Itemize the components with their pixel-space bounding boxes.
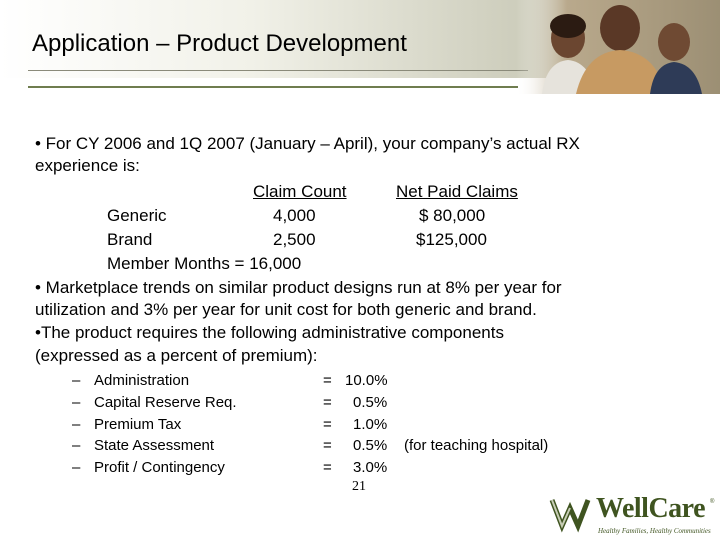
logo-tagline: Healthy Families, Healthy Communities bbox=[598, 527, 711, 535]
row-label-generic: Generic bbox=[107, 206, 167, 225]
admin-item-value: 1.0% bbox=[353, 416, 388, 433]
bullet-rx-experience-cont: experience is: bbox=[35, 156, 140, 175]
admin-item-dash: – bbox=[72, 437, 81, 454]
admin-item-equals: = bbox=[323, 372, 332, 389]
admin-item-dash: – bbox=[72, 394, 81, 411]
bullet-marketplace-trends: • Marketplace trends on similar product designs run at 8% per year for bbox=[35, 278, 562, 297]
admin-item-note: (for teaching hospital) bbox=[404, 437, 549, 454]
header-net-paid-claims: Net Paid Claims bbox=[396, 182, 518, 201]
admin-item-label: Administration bbox=[94, 372, 190, 389]
row-label-brand: Brand bbox=[107, 230, 153, 249]
admin-item-dash: – bbox=[72, 416, 81, 433]
logo-wordmark: WellCare bbox=[596, 493, 706, 524]
page-number: 21 bbox=[352, 479, 366, 494]
header-claim-count: Claim Count bbox=[253, 182, 347, 201]
family-photo bbox=[516, 0, 720, 94]
bullet-admin-components: •The product requires the following administrative components bbox=[35, 323, 504, 342]
bullet-admin-components-cont: (expressed as a percent of premium): bbox=[35, 346, 318, 365]
bullet-marketplace-trends-cont: utilization and 3% per year for unit cost for both generic and brand. bbox=[35, 300, 537, 319]
admin-item-equals: = bbox=[323, 416, 332, 433]
admin-item-dash: – bbox=[72, 459, 81, 476]
admin-item-value: 0.5% bbox=[353, 437, 388, 454]
slide-title: Application – Product Development bbox=[32, 30, 407, 57]
admin-item-dash: – bbox=[72, 372, 81, 389]
brand-net-paid: $125,000 bbox=[416, 230, 487, 249]
admin-item-equals: = bbox=[323, 437, 332, 454]
logo-registered-mark: ® bbox=[710, 499, 715, 505]
generic-net-paid: $ 80,000 bbox=[419, 206, 486, 225]
content-divider bbox=[28, 86, 518, 88]
title-divider bbox=[28, 70, 528, 71]
admin-item-value: 3.0% bbox=[353, 459, 388, 476]
admin-item-value: 0.5% bbox=[353, 394, 388, 411]
admin-item-equals: = bbox=[323, 394, 332, 411]
member-months: Member Months = 16,000 bbox=[107, 254, 302, 273]
admin-item-label: State Assessment bbox=[94, 437, 215, 454]
admin-item-equals: = bbox=[323, 459, 332, 476]
bullet-rx-experience: • For CY 2006 and 1Q 2007 (January – April), your company’s actual RX bbox=[35, 134, 580, 153]
brand-claim-count: 2,500 bbox=[273, 230, 316, 249]
generic-claim-count: 4,000 bbox=[273, 206, 316, 225]
admin-item-label: Profit / Contingency bbox=[94, 459, 225, 476]
admin-item-label: Capital Reserve Req. bbox=[94, 394, 237, 411]
admin-item-label: Premium Tax bbox=[94, 416, 182, 433]
admin-item-value: 10.0% bbox=[345, 372, 388, 389]
